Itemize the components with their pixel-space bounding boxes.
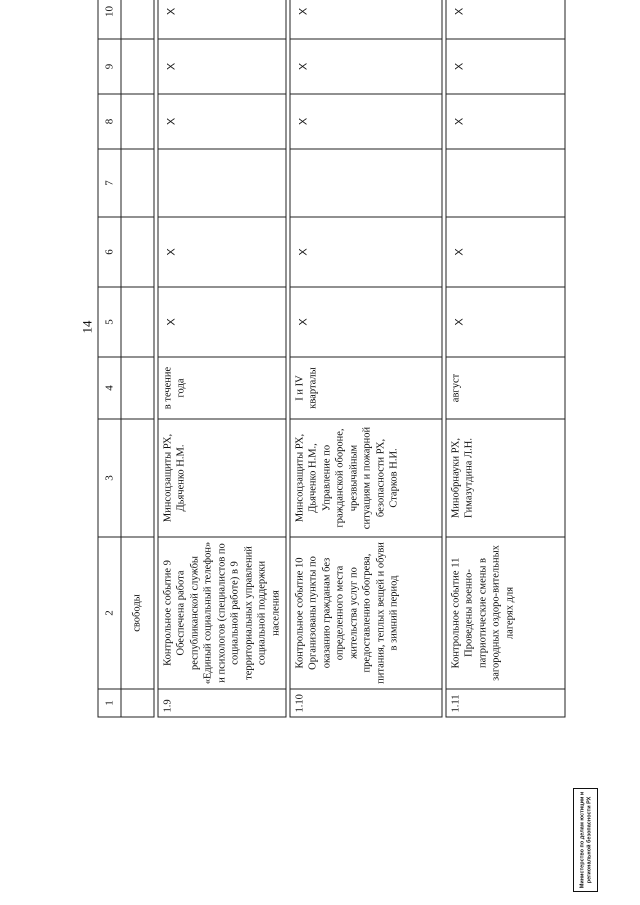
event-text: Контрольное событие 9 Обеспечена работа республиканской службы «Единый социальный телефон» и психологов (специалистов по социальной работе) в 9 территориальных управлений социальной поддержки населения bbox=[158, 537, 286, 689]
continuation-row bbox=[121, 0, 154, 717]
mark-cell: X bbox=[290, 94, 442, 149]
mark-cell: X bbox=[290, 0, 442, 39]
executor-text: Минсоцзащиты РХ, Дьяченко Н.М., Управление по гражданской обороне, чрезвычайным ситуациям и пожарной безопасности РХ, Старков Н.И. bbox=[290, 419, 442, 537]
mark-cell bbox=[446, 149, 565, 217]
header-cell: 7 bbox=[98, 149, 121, 217]
mark-cell: X bbox=[158, 39, 286, 94]
table-row bbox=[158, 0, 286, 717]
header-cell: 8 bbox=[98, 94, 121, 149]
mark-cell: X bbox=[158, 287, 286, 357]
ministry-stamp bbox=[573, 788, 598, 892]
page-number: 14 bbox=[79, 320, 95, 334]
event-text: Контрольное событие 11 Проведены военно-патриотические смены в загородных оздоро-вительных лагерях для bbox=[446, 537, 565, 689]
header-cell: 5 bbox=[98, 287, 121, 357]
mark-cell: X bbox=[290, 217, 442, 287]
mark-cell: X bbox=[446, 287, 565, 357]
mark-cell: X bbox=[446, 0, 565, 39]
plan-table bbox=[98, 0, 566, 718]
event-text: Контрольное событие 10 Организованы пункты по оказанию гражданам без определенного места жительства услуг по предоставлению обогрева, питания, теплых вещей и обуви в зимний период bbox=[290, 537, 442, 689]
header-cell: 1 bbox=[98, 689, 121, 717]
mark-cell bbox=[158, 149, 286, 217]
continuation-text: свободы bbox=[121, 537, 154, 689]
executor-text: Минобрнауки РХ, Гимазутдина Л.Н. bbox=[446, 419, 565, 537]
row-number: 1.11 bbox=[446, 689, 565, 717]
mark-cell: X bbox=[158, 0, 286, 39]
header-cell: 3 bbox=[98, 419, 121, 537]
mark-cell: X bbox=[446, 39, 565, 94]
mark-cell: X bbox=[158, 94, 286, 149]
header-cell: 2 bbox=[98, 537, 121, 689]
stamp-text: Министерство по делам юстиции и региональной безопасности РХ bbox=[578, 791, 592, 889]
mark-cell bbox=[290, 149, 442, 217]
mark-cell: X bbox=[158, 217, 286, 287]
header-cell: 10 bbox=[98, 0, 121, 39]
executor-text: Минсоцзащиты РХ, Дьяченко Н.М. bbox=[158, 419, 286, 537]
row-number: 1.10 bbox=[290, 689, 442, 717]
mark-cell: X bbox=[290, 39, 442, 94]
row-number: 1.9 bbox=[158, 689, 286, 717]
table-row bbox=[290, 0, 442, 717]
table-row bbox=[446, 0, 565, 717]
rotated-page bbox=[76, 0, 566, 718]
mark-cell: X bbox=[290, 287, 442, 357]
term-text: в течение года bbox=[158, 357, 286, 419]
header-cell: 6 bbox=[98, 217, 121, 287]
header-cell: 9 bbox=[98, 39, 121, 94]
header-cell: 4 bbox=[98, 357, 121, 419]
mark-cell: X bbox=[446, 217, 565, 287]
term-text: I и IV кварталы bbox=[290, 357, 442, 419]
mark-cell: X bbox=[446, 94, 565, 149]
term-text: август bbox=[446, 357, 565, 419]
header-row bbox=[98, 0, 121, 717]
